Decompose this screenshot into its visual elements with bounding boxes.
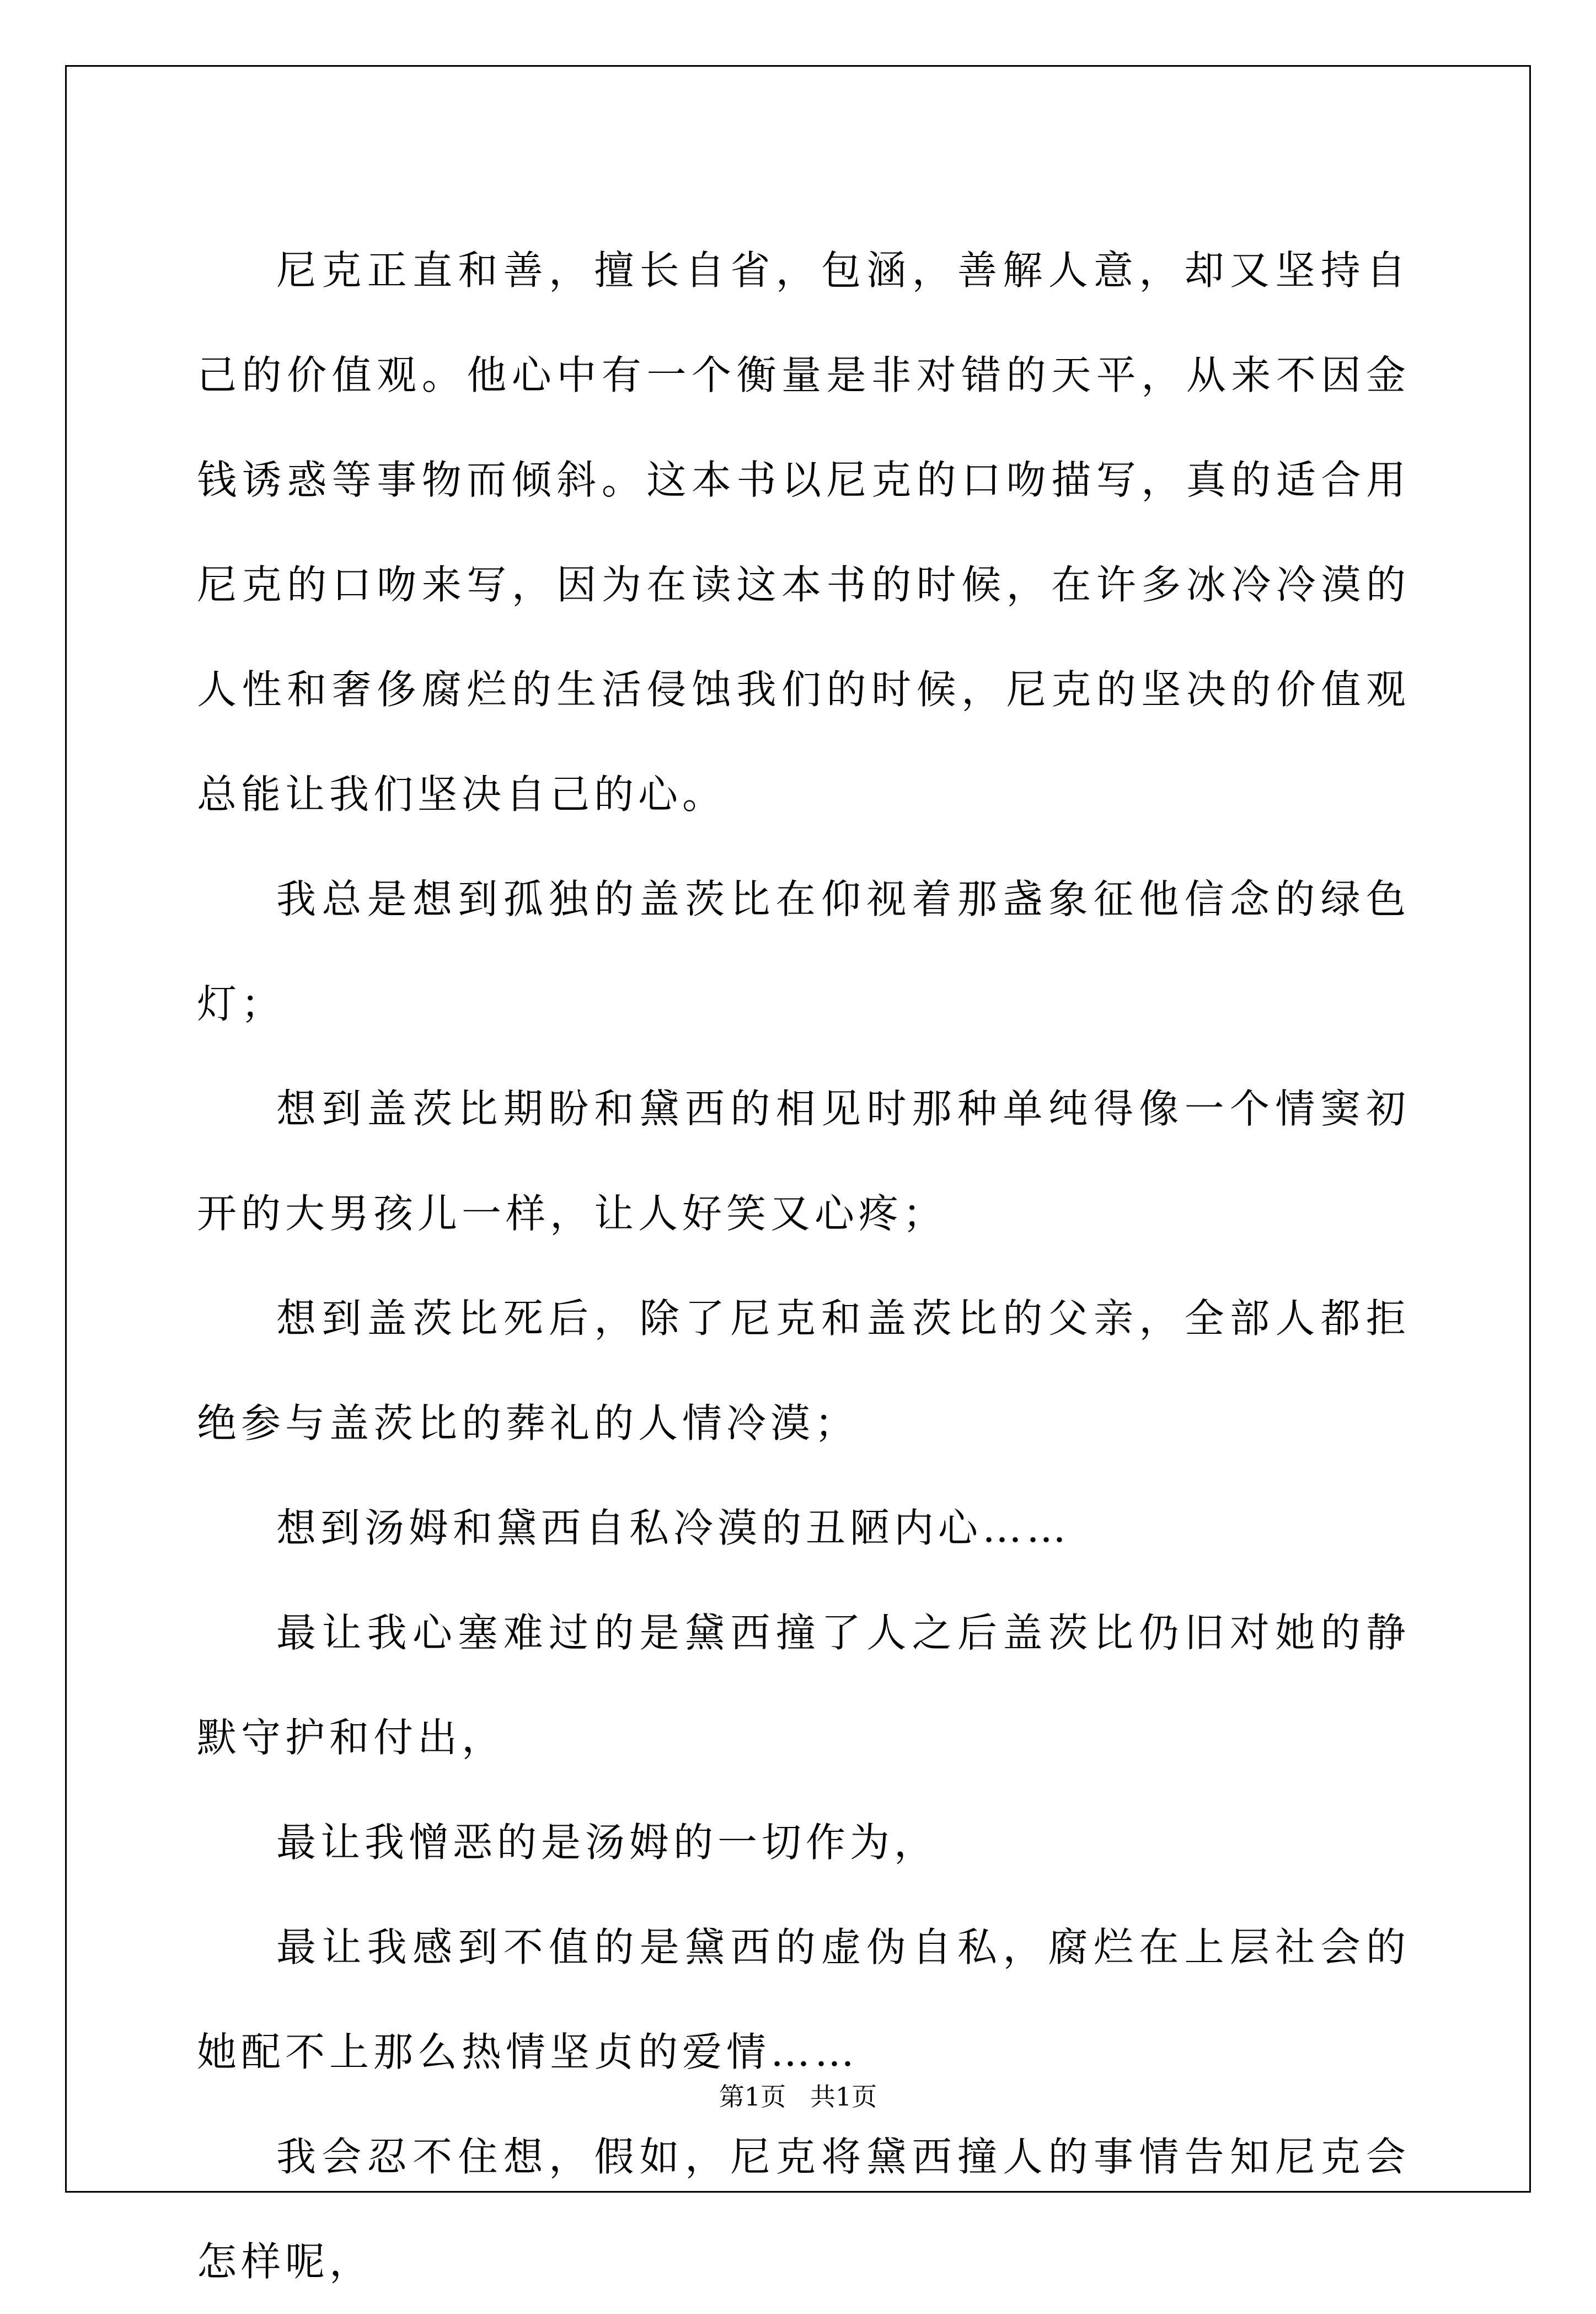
- paragraph-5: 想到汤姆和黛西自私冷漠的丑陋内心……: [276, 1505, 1071, 1551]
- document-body: [197, 218, 1410, 2314]
- paragraph-4: 想到盖茨比死后，除了尼克和盖茨比的父亲，全部人都拒绝参与盖茨比的葬礼的人情冷漠；: [197, 1295, 1410, 1446]
- paragraph-3: 想到盖茨比期盼和黛西的相见时那种单纯得像一个情窦初开的大男孩儿一样，让人好笑又心疼；: [197, 1086, 1410, 1237]
- paragraph-2: 我总是想到孤独的盖茨比在仰视着那盏象征他信念的绿色灯；: [197, 876, 1410, 1027]
- page-footer: 第1页 共1页: [719, 2082, 877, 2112]
- paragraph-6: 最让我心塞难过的是黛西撞了人之后盖茨比仍旧对她的静默守护和付出，: [197, 1610, 1410, 1761]
- paragraph-1: 尼克正直和善，擅长自省，包涵，善解人意，却又坚持自己的价值观。他心中有一个衡量是非对错的天平，从来不因金钱诱惑等事物而倾斜。这本书以尼克的口吻描写，真的适合用尼克的口吻来写，因为在读这本书的时候，在许多冰冷冷漠的人性和奢侈腐烂的生活侵蚀我们的时候，尼克的坚决的价值观总能让我们坚决自己的心。: [197, 247, 1410, 817]
- paragraph-9: 我会忍不住想，假如，尼克将黛西撞人的事情告知尼克会怎样呢，: [197, 2134, 1410, 2285]
- paragraph-8: 最让我感到不值的是黛西的虚伪自私，腐烂在上层社会的她配不上那么热情坚贞的爱情……: [197, 1924, 1410, 2075]
- paragraph-7: 最让我憎恶的是汤姆的一切作为，: [276, 1819, 939, 1866]
